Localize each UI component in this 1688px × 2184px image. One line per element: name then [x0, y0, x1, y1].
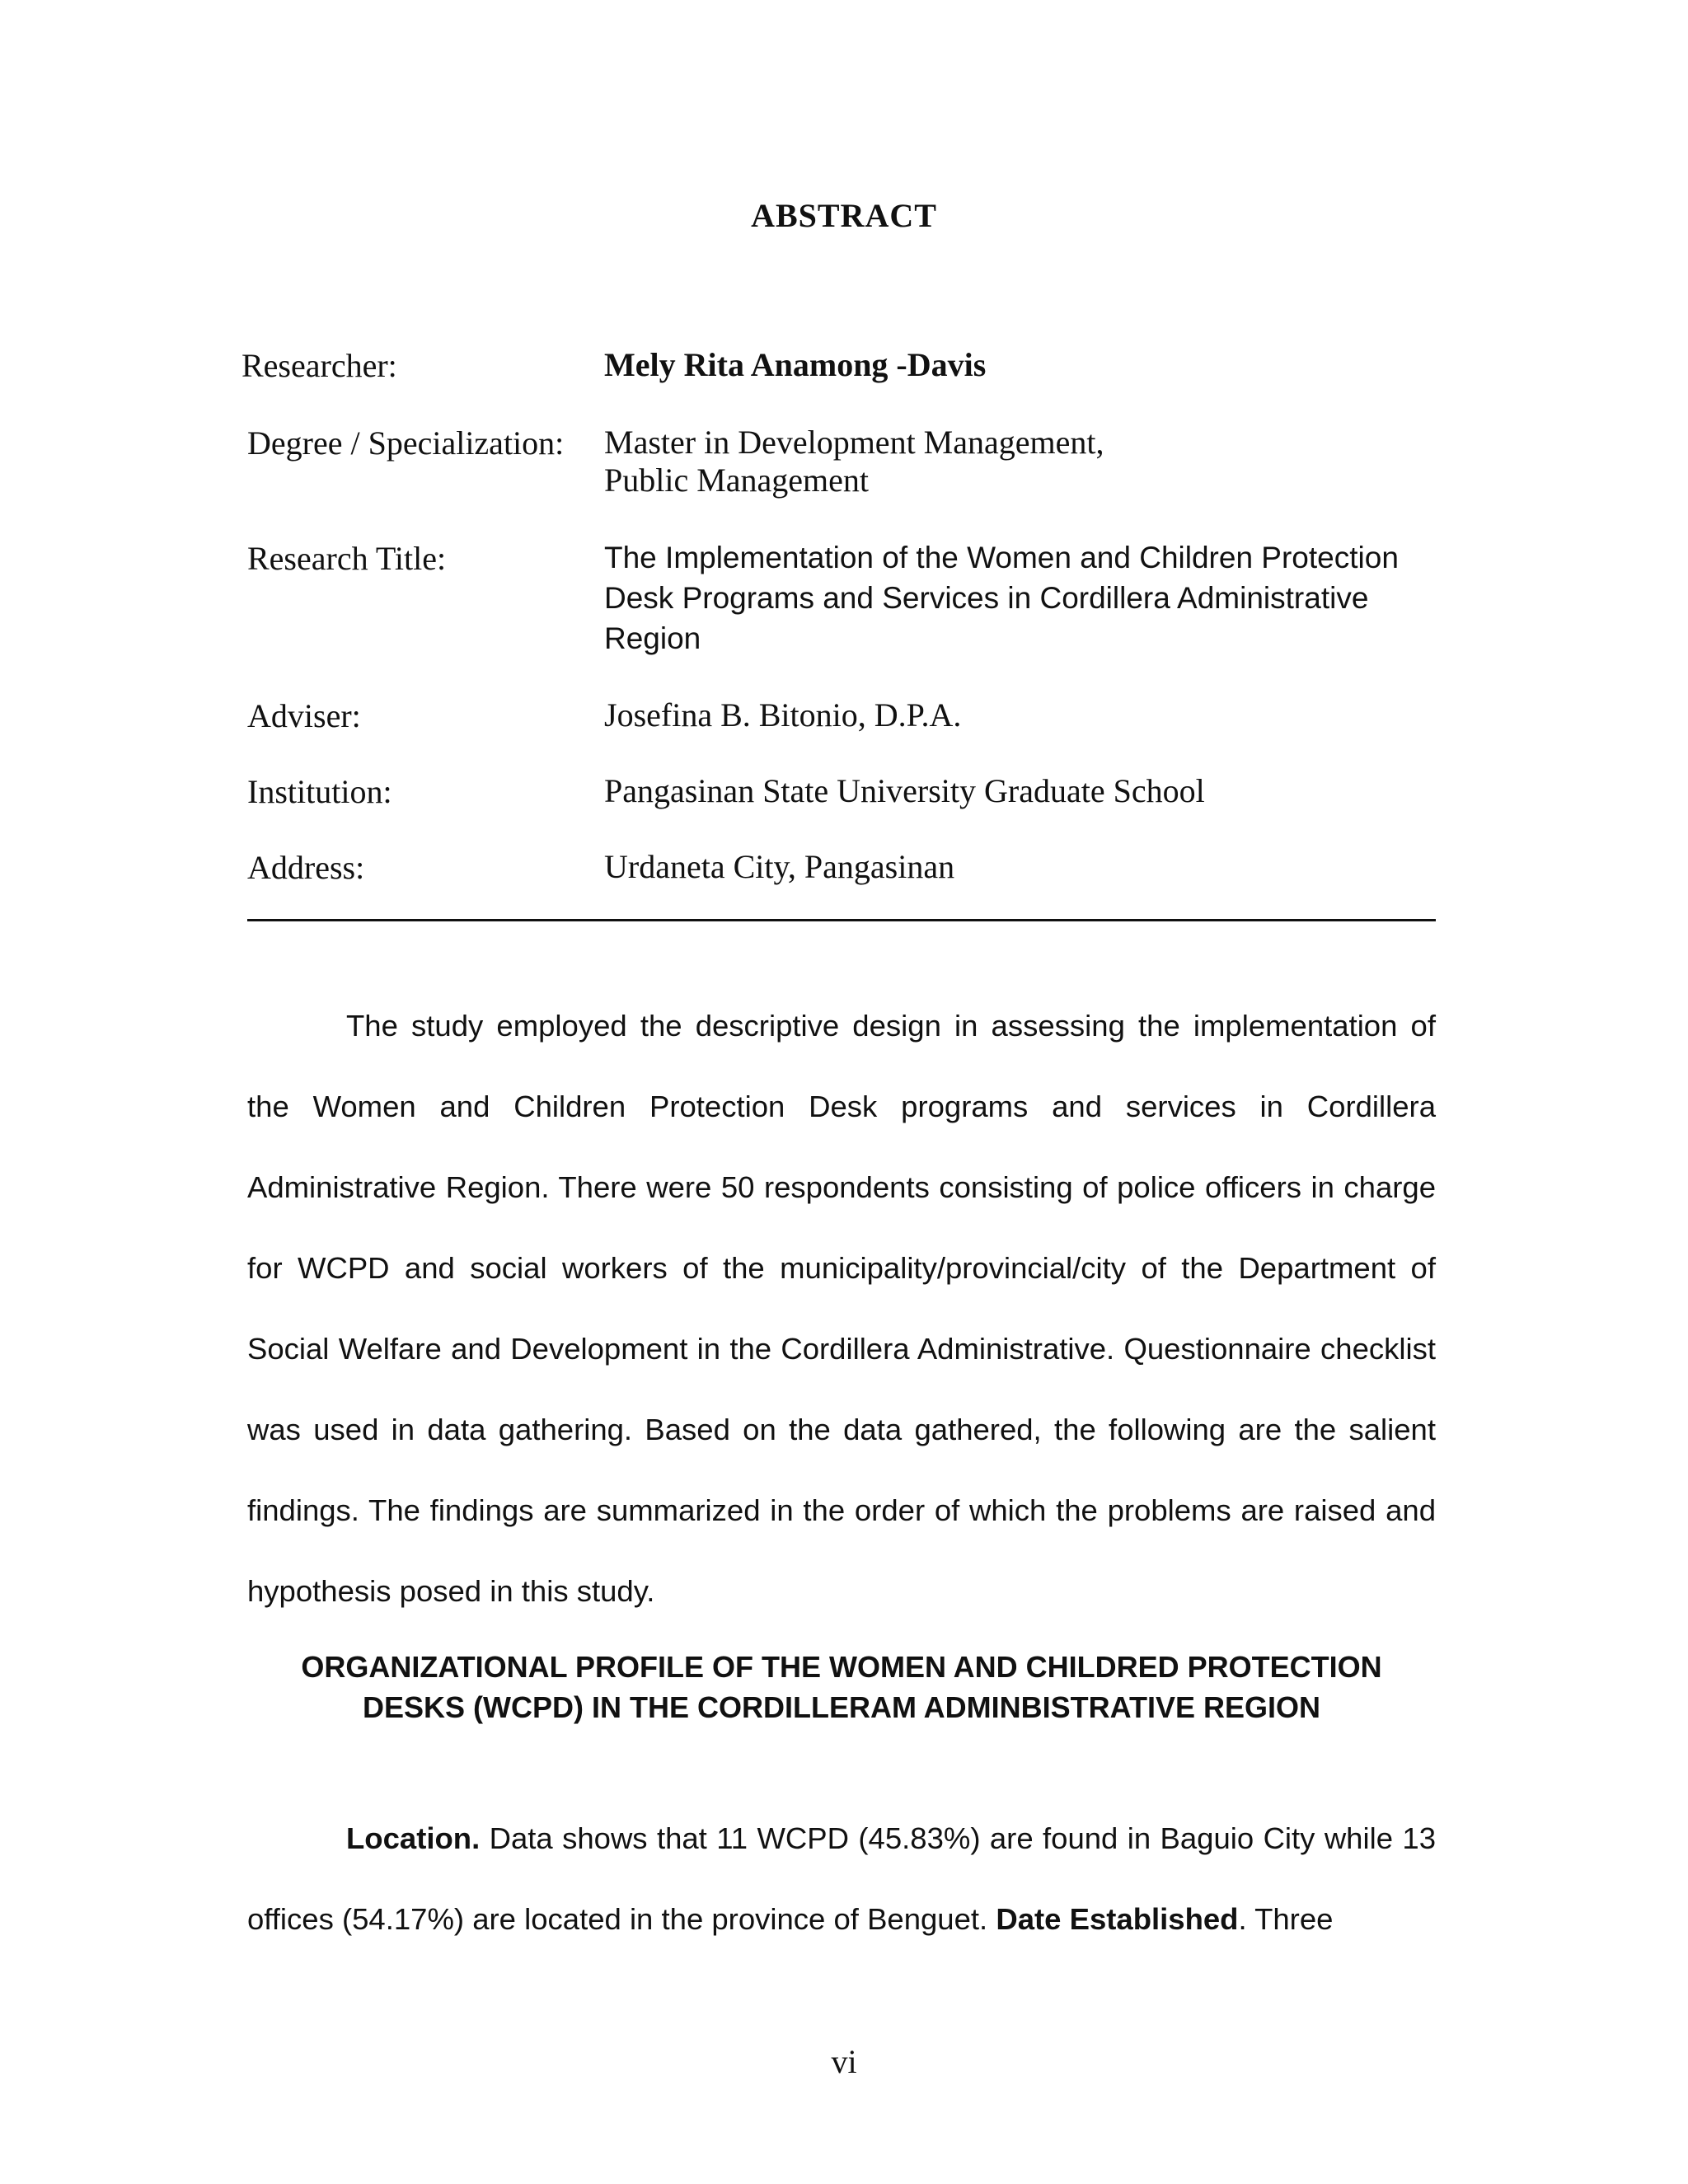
research-title-line-1: The Implementation of the Women and Children Protection — [604, 541, 1399, 574]
degree-line-1: Master in Development Management, — [604, 424, 1104, 461]
page-number: vi — [831, 2043, 857, 2080]
abstract-paragraph: The study employed the descriptive design in assessing the implementation of the Women and Children Protection Desk programs and services in Cordillera Administrative Region. There were 50 respondents consisting of police officers in charge for WCPD and social workers of the municipality/provincial/city of the Department of Social Welfare and Development in the Cordillera Administrative. Questionnaire checklist was used in data gathering. Based on the data gathered, the following are the salient findings. The findings are summarized in the order of which the problems are raised and hypothesis posed in this study. — [247, 1009, 1436, 1608]
research-title-line-3: Region — [604, 621, 701, 655]
adviser-value: Josefina B. Bitonio, D.P.A. — [604, 696, 962, 733]
section-heading-line-1: ORGANIZATIONAL PROFILE OF THE WOMEN AND CHILDRED PROTECTION — [301, 1650, 1382, 1684]
degree-value — [604, 424, 1104, 499]
location-label: Location. — [346, 1821, 481, 1855]
address-value: Urdaneta City, Pangasinan — [604, 848, 955, 885]
institution-value: Pangasinan State University Graduate School — [604, 772, 1205, 809]
horizontal-rule — [247, 919, 1436, 921]
section-heading-line-2: DESKS (WCPD) IN THE CORDILLERAM ADMINBISTRATIVE REGION — [363, 1690, 1320, 1724]
abstract-title: ABSTRACT — [751, 197, 937, 234]
date-established-label: Date Established — [996, 1902, 1239, 1936]
location-paragraph — [247, 1798, 1436, 1960]
location-text: Data shows that 11 WCPD (45.83%) are found in Baguio City while 13 offices (54.17%) are located in the province of Benguet. — [247, 1821, 1436, 1936]
research-title-line-2: Desk Programs and Services in Cordillera Administrative — [604, 581, 1369, 615]
date-established-text: . Three — [1238, 1902, 1334, 1936]
degree-line-2: Public Management — [604, 462, 870, 499]
researcher-value: Mely Rita Anamong -Davis — [604, 346, 987, 383]
institution-label: Institution: — [247, 773, 392, 810]
degree-label: Degree / Specialization: — [247, 424, 565, 462]
research-title-label: Research Title: — [247, 540, 447, 577]
section-heading — [247, 1647, 1436, 1727]
adviser-label: Adviser: — [247, 697, 361, 734]
address-label: Address: — [247, 849, 365, 886]
researcher-label: Researcher: — [241, 347, 397, 384]
research-title-value — [604, 537, 1399, 658]
